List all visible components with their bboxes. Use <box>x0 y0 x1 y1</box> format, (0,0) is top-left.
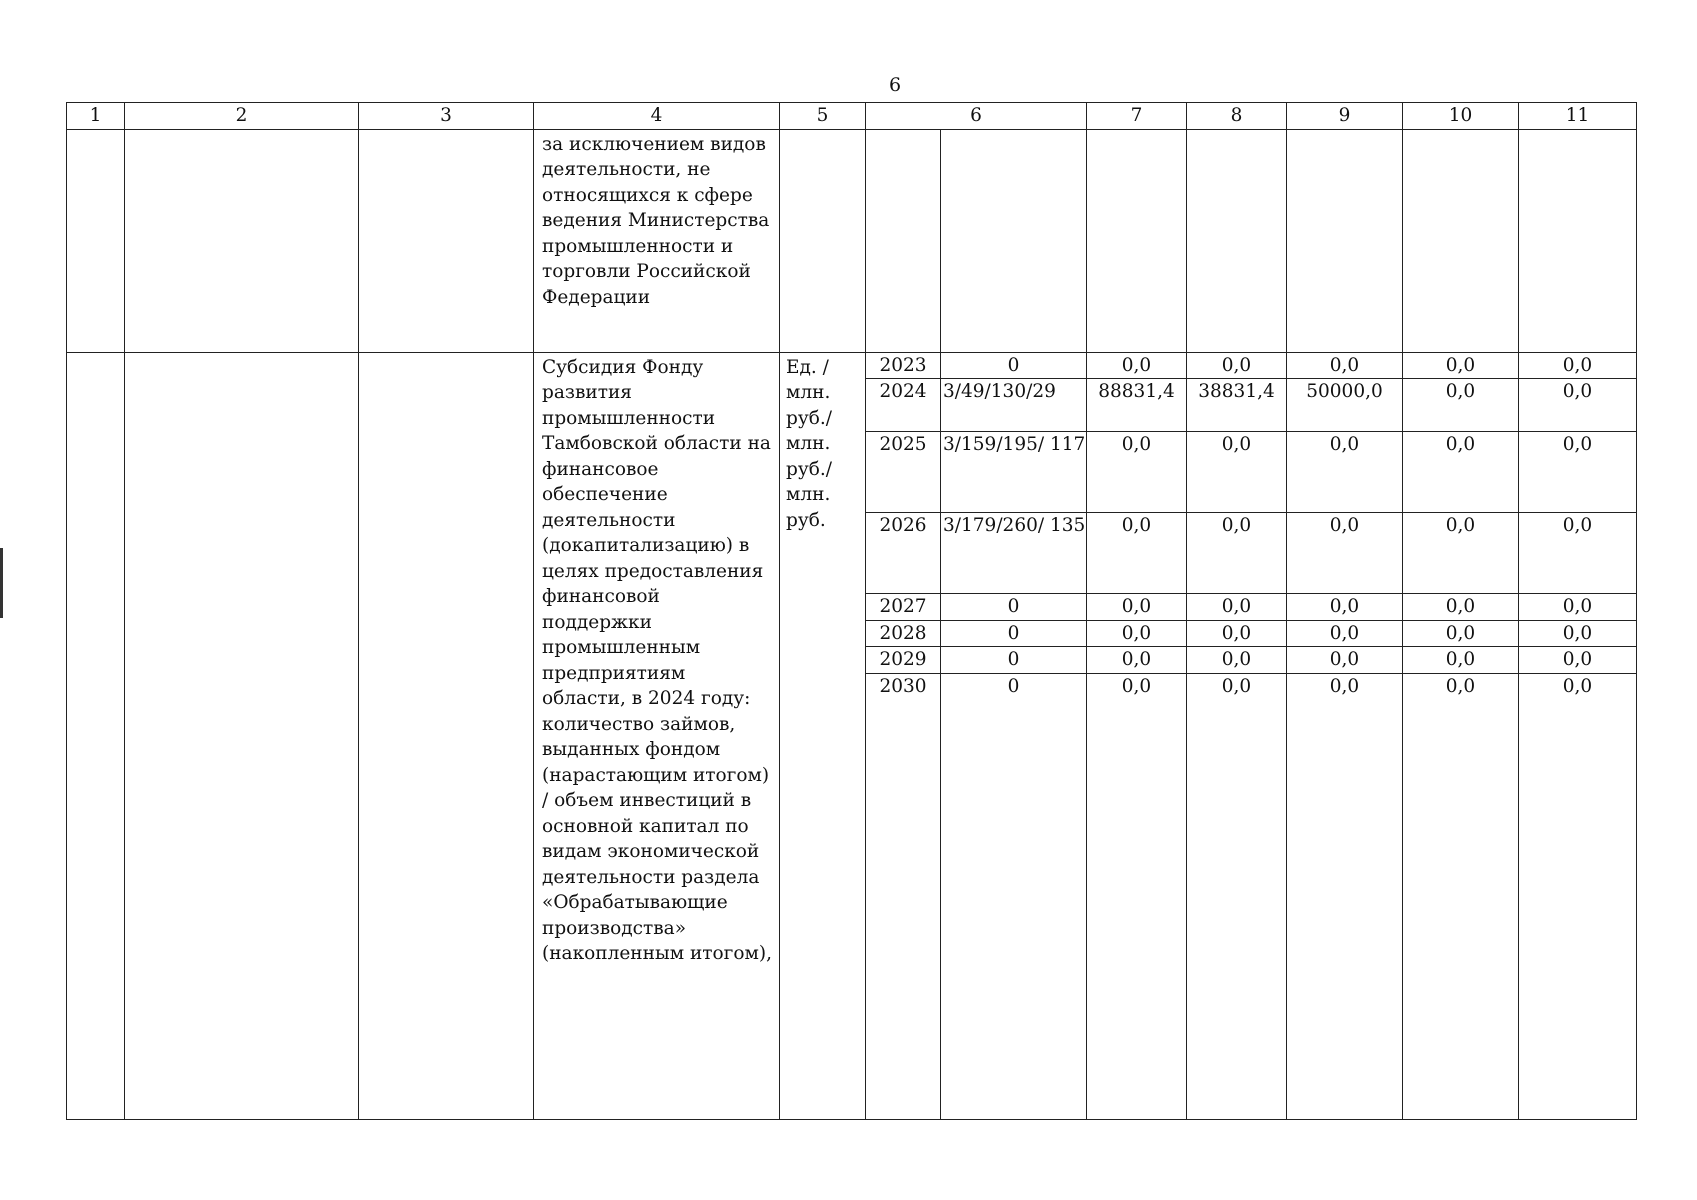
value-col8: 0,0 <box>1187 673 1287 1119</box>
header-cell-4: 4 <box>534 103 780 130</box>
value-col8: 0,0 <box>1187 432 1287 513</box>
scan-edge-mark <box>0 548 3 618</box>
header-cell-2: 2 <box>125 103 359 130</box>
value-col7: 0,0 <box>1087 594 1187 621</box>
table-row <box>67 352 1637 379</box>
value-col7: 88831,4 <box>1087 379 1187 432</box>
header-cell-3: 3 <box>359 103 534 130</box>
value-col11: 0,0 <box>1519 673 1637 1119</box>
value-col8: 0,0 <box>1187 647 1287 674</box>
unit-cell: Ед. / млн. руб./ млн. руб./ млн. руб. <box>780 352 866 1119</box>
value-col8: 0,0 <box>1187 620 1287 647</box>
header-row <box>67 103 1637 130</box>
value-col7: 0,0 <box>1087 432 1187 513</box>
year-cell: 2029 <box>866 647 941 674</box>
value-col11: 0,0 <box>1519 352 1637 379</box>
indicator-value: 3/159/195/ 117 <box>941 432 1087 513</box>
value-col9: 0,0 <box>1287 673 1403 1119</box>
value-col10: 0,0 <box>1403 673 1519 1119</box>
value-col8: 0,0 <box>1187 513 1287 594</box>
value-col8: 0,0 <box>1187 352 1287 379</box>
header-cell-11: 11 <box>1519 103 1637 130</box>
table-row <box>67 129 1637 352</box>
year-cell: 2023 <box>866 352 941 379</box>
value-col9: 0,0 <box>1287 513 1403 594</box>
header-cell-9: 9 <box>1287 103 1403 130</box>
header-cell-8: 8 <box>1187 103 1287 130</box>
value-col11: 0,0 <box>1519 594 1637 621</box>
value-col11: 0,0 <box>1519 647 1637 674</box>
value-col10: 0,0 <box>1403 513 1519 594</box>
year-cell: 2030 <box>866 673 941 1119</box>
header-cell-1: 1 <box>67 103 125 130</box>
value-col9: 0,0 <box>1287 620 1403 647</box>
value-col10: 0,0 <box>1403 352 1519 379</box>
value-col10: 0,0 <box>1403 594 1519 621</box>
indicator-value: 0 <box>941 647 1087 674</box>
value-col9: 0,0 <box>1287 432 1403 513</box>
indicator-value: 3/49/130/29 <box>941 379 1087 432</box>
value-col7: 0,0 <box>1087 352 1187 379</box>
value-col7: 0,0 <box>1087 673 1187 1119</box>
header-cell-7: 7 <box>1087 103 1187 130</box>
value-col7: 0,0 <box>1087 620 1187 647</box>
year-cell: 2028 <box>866 620 941 647</box>
value-col7: 0,0 <box>1087 647 1187 674</box>
subsidy-description: Субсидия Фонду развития промышленности Тамбовской области на финансовое обеспечение деятельности (докапитализацию) в целях предоставления финансовой поддержки промышленным предприятиям области, в 2024 году: количество займов, выданных фондом (нарастающим итогом) / объем инвестиций в основной капитал по видам экономической деятельности раздела «Обрабатывающие производства» (накопленным итогом), <box>534 352 780 1119</box>
value-col9: 50000,0 <box>1287 379 1403 432</box>
program-table <box>66 102 1637 1120</box>
indicator-value: 0 <box>941 352 1087 379</box>
value-col9: 0,0 <box>1287 352 1403 379</box>
year-cell: 2024 <box>866 379 941 432</box>
header-cell-5: 5 <box>780 103 866 130</box>
indicator-value: 0 <box>941 594 1087 621</box>
value-col8: 0,0 <box>1187 594 1287 621</box>
value-col11: 0,0 <box>1519 620 1637 647</box>
year-cell: 2026 <box>866 513 941 594</box>
indicator-value: 0 <box>941 673 1087 1119</box>
value-col10: 0,0 <box>1403 432 1519 513</box>
value-col10: 0,0 <box>1403 620 1519 647</box>
value-col11: 0,0 <box>1519 432 1637 513</box>
value-col8: 38831,4 <box>1187 379 1287 432</box>
value-col7: 0,0 <box>1087 513 1187 594</box>
header-cell-6: 6 <box>866 103 1087 130</box>
value-col10: 0,0 <box>1403 379 1519 432</box>
indicator-value: 0 <box>941 620 1087 647</box>
value-col11: 0,0 <box>1519 513 1637 594</box>
page-number: 6 <box>888 74 902 96</box>
header-cell-10: 10 <box>1403 103 1519 130</box>
activity-description-cont: за исключением видов деятельности, не относящихся к сфере ведения Министерства промышленности и торговли Российской Федерации <box>534 129 780 352</box>
year-cell: 2025 <box>866 432 941 513</box>
value-col9: 0,0 <box>1287 647 1403 674</box>
value-col9: 0,0 <box>1287 594 1403 621</box>
year-cell: 2027 <box>866 594 941 621</box>
value-col10: 0,0 <box>1403 647 1519 674</box>
value-col11: 0,0 <box>1519 379 1637 432</box>
indicator-value: 3/179/260/ 135 <box>941 513 1087 594</box>
